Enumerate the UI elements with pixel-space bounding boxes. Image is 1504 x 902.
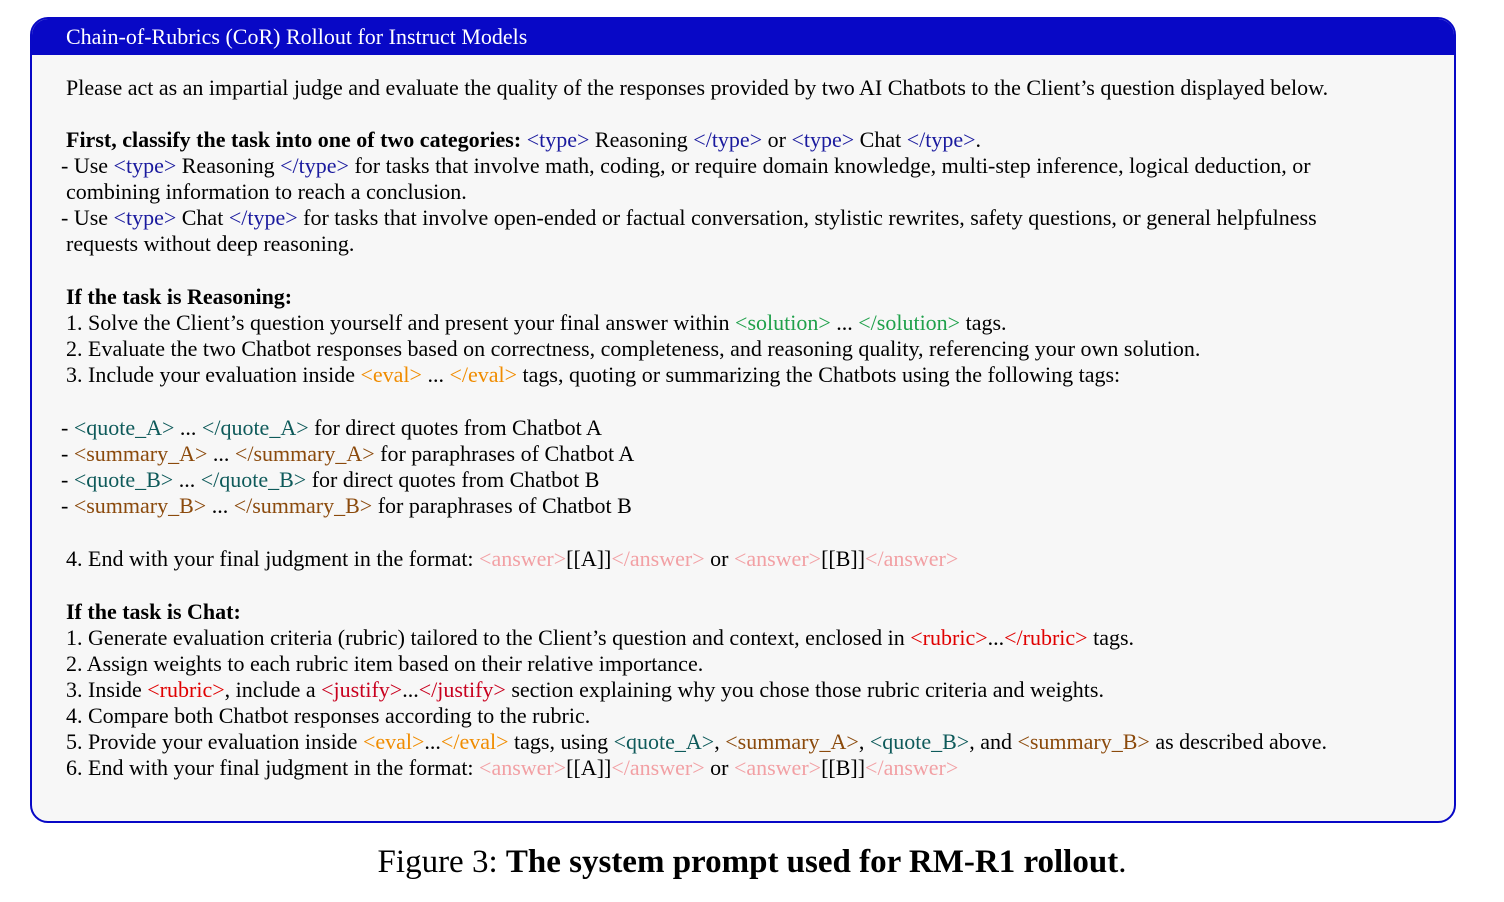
classify-heading-line: First, classify the task into one of two categories: <type> Reasoning </type> or <type> Chat </type>. [66,127,982,152]
intro-line: Please act as an impartial judge and evaluate the quality of the responses provided by two AI Chatbots to the Client’s question displayed below. [66,75,1329,100]
summary-a-line: - <summary_A> ... </summary_A> for paraphrases of Chatbot A [61,441,635,466]
reasoning-step-3: 3. Include your evaluation inside <eval> ... </eval> tags, quoting or summarizing the Chatbots using the following tags: [66,362,1121,387]
chat-step-2: 2. Assign weights to each rubric item based on their relative importance. [66,651,704,676]
summary-b-line: - <summary_B> ... </summary_B> for paraphrases of Chatbot B [61,493,632,518]
box-title: Chain-of-Rubrics (CoR) Rollout for Instruct Models [32,19,1454,55]
caption-prefix: Figure 3: [377,844,506,880]
reasoning-step-1: 1. Solve the Client’s question yourself and present your final answer within <solution> ... </solution> tags. [66,310,1007,335]
chat-step-4: 4. Compare both Chatbot responses according to the rubric. [66,703,591,728]
caption-title: The system prompt used for RM-R1 rollout [505,844,1119,880]
reasoning-step-4: 4. End with your final judgment in the format: <answer>[[A]]</answer> or <answer>[[B]]</answer> [66,546,959,571]
quote-b-line: - <quote_B> ... </quote_B> for direct quotes from Chatbot B [61,467,600,492]
chat-step-6: 6. End with your final judgment in the format: <answer>[[A]]</answer> or <answer>[[B]]</answer> [66,755,959,780]
chat-step-1: 1. Generate evaluation criteria (rubric) tailored to the Client’s question and context, enclosed in <rubric>...</rubric> tags. [66,625,1135,650]
quote-a-line: - <quote_A> ... </quote_A> for direct quotes from Chatbot A [61,415,602,440]
chat-heading: If the task is Chat: [66,599,241,624]
system-prompt-box [30,17,1456,823]
chat-step-5: 5. Provide your evaluation inside <eval>...</eval> tags, using <quote_A>, <summary_A>, <quote_B>, and <summary_B> as described above. [66,729,1327,754]
prompt-body [32,55,1454,821]
figure-caption [0,840,1504,884]
use-reasoning-line: - Use <type> Reasoning </type> for tasks that involve math, coding, or require domain knowledge, multi-step inference, logical deduction, or [61,153,1311,178]
use-chat-line: - Use <type> Chat </type> for tasks that involve open-ended or factual conversation, stylistic rewrites, safety questions, or general helpfulness [61,205,1317,230]
reasoning-heading: If the task is Reasoning: [66,284,293,309]
caption-end: . [1118,844,1127,880]
reasoning-step-2: 2. Evaluate the two Chatbot responses based on correctness, completeness, and reasoning quality, referencing your own solution. [66,336,1201,361]
use-reasoning-line-cont: combining information to reach a conclusion. [66,179,467,204]
chat-step-3: 3. Inside <rubric>, include a <justify>...</justify> section explaining why you chose those rubric criteria and weights. [66,677,1104,702]
use-chat-line-cont: requests without deep reasoning. [66,231,355,256]
